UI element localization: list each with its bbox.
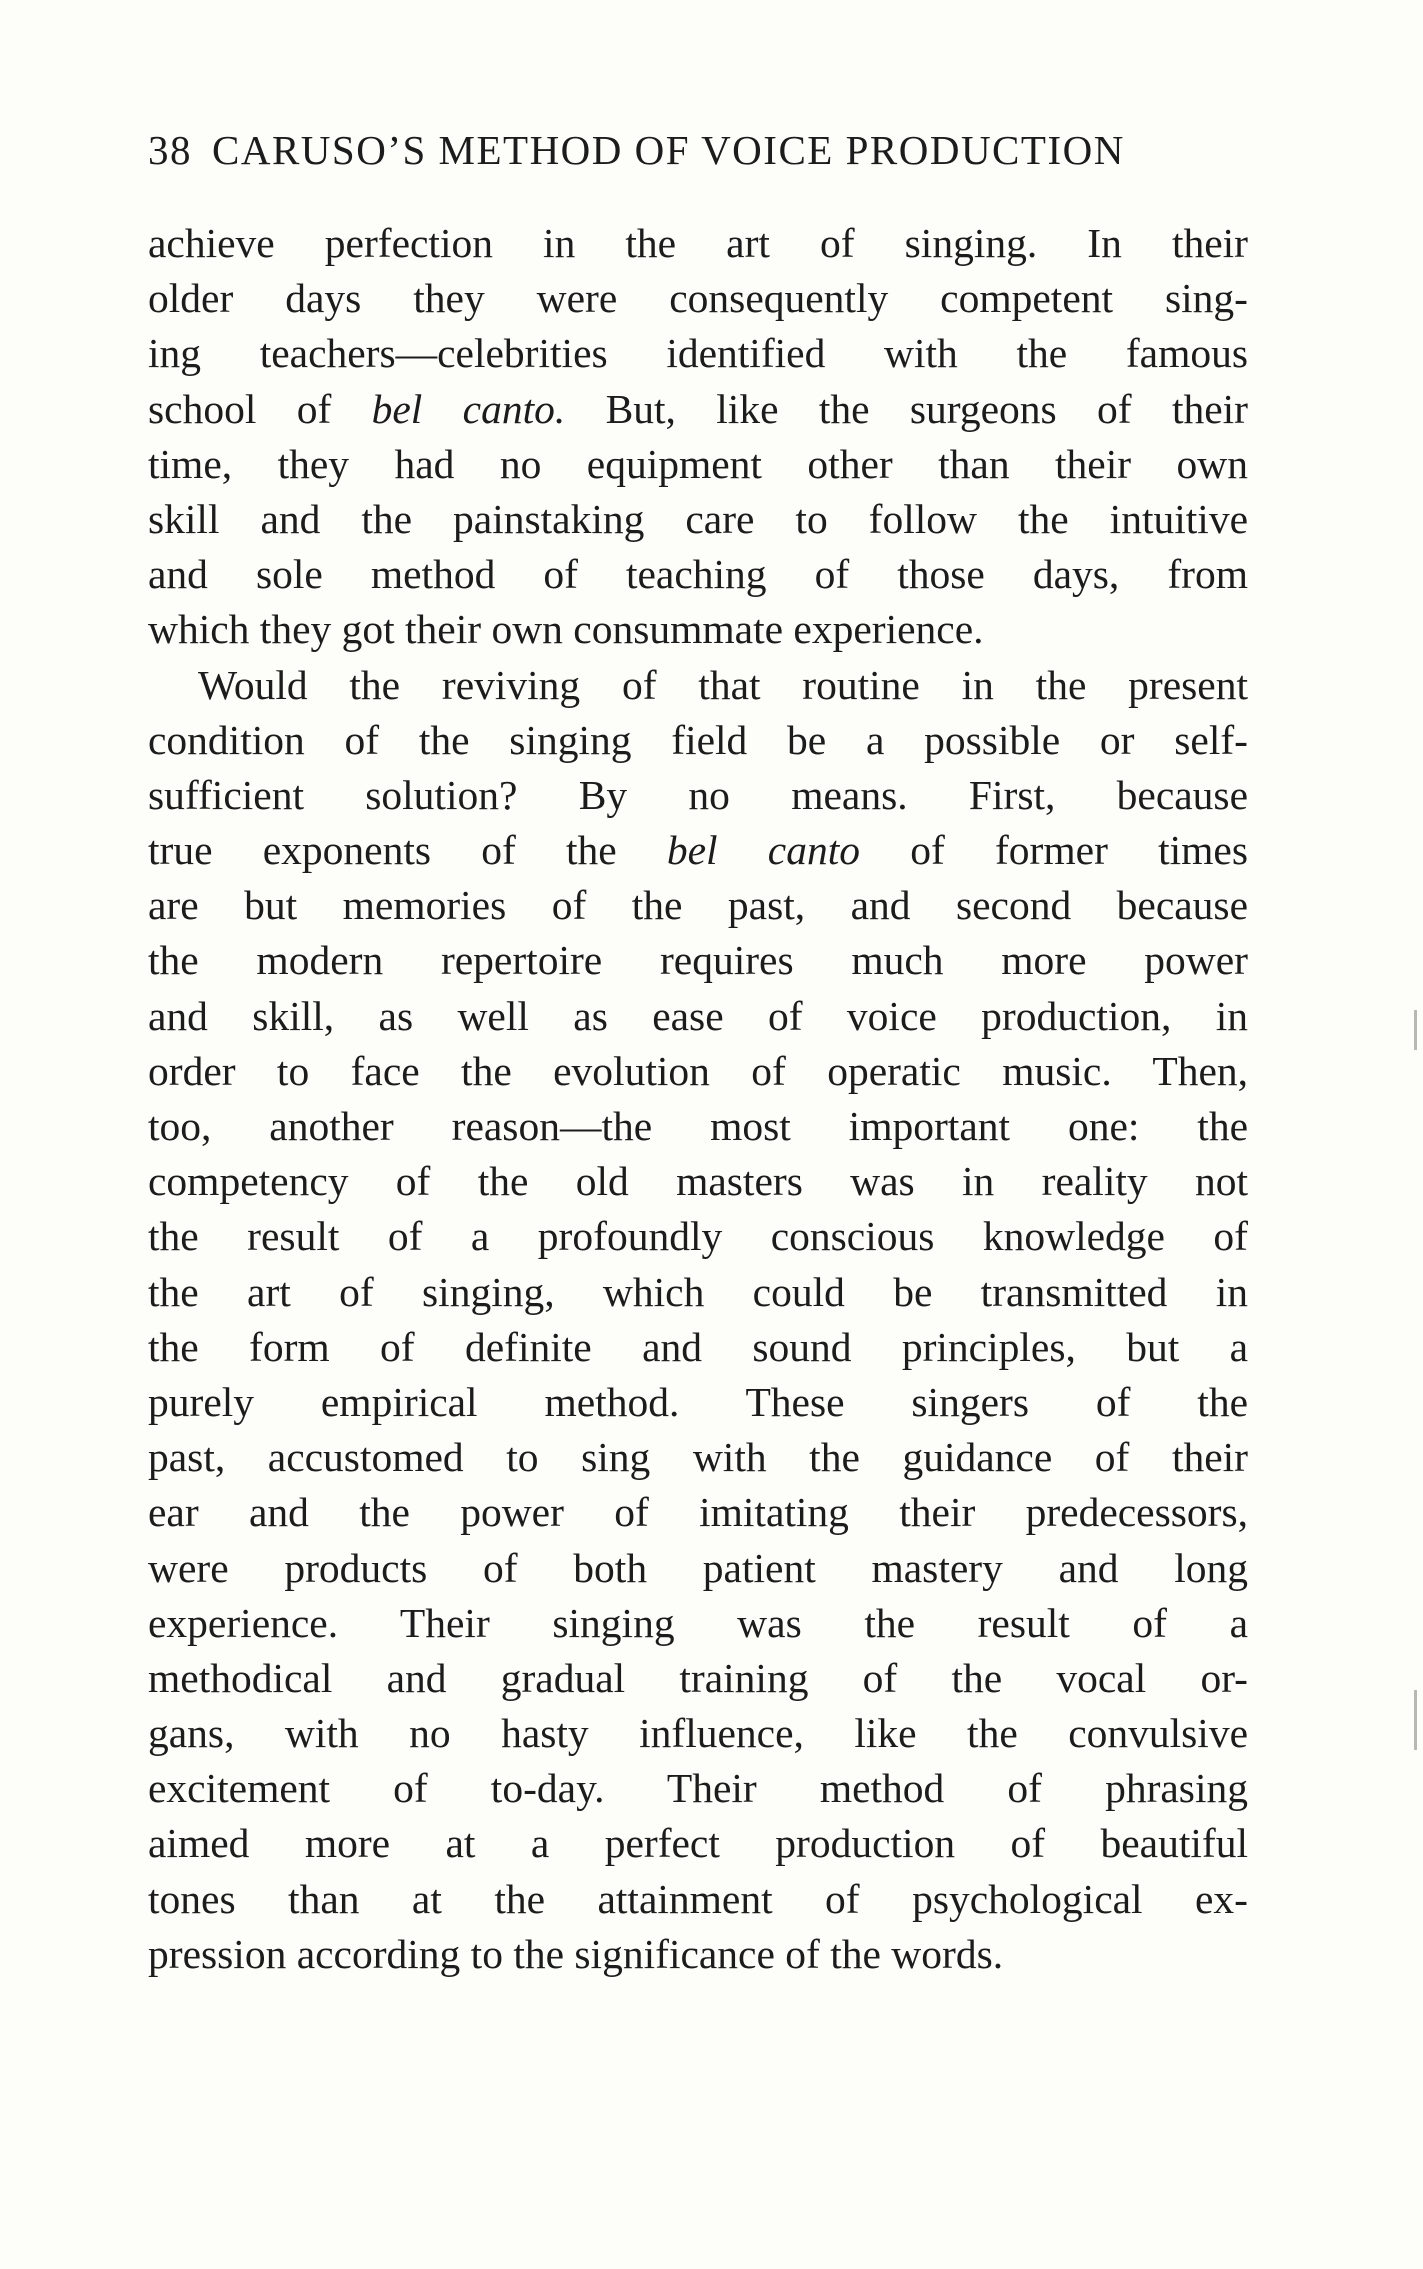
- text-line: [148, 1872, 1248, 1927]
- text-segment: and sole method of teaching of those days, from: [148, 551, 1248, 598]
- page-number: 38: [148, 127, 192, 173]
- text-segment: skill and the painstaking care to follow the intuitive: [148, 495, 1248, 542]
- text-segment: aimed more at a perfect production of beautiful: [148, 1820, 1248, 1867]
- text-line: [148, 823, 1248, 878]
- page-edge-mark: [1414, 1010, 1417, 1050]
- text-segment: too, another reason—the most important one: the: [148, 1103, 1248, 1149]
- text-line: [148, 1209, 1248, 1264]
- text-segment: of former times: [860, 827, 1249, 874]
- text-segment: older days they were consequently competent sing-: [148, 275, 1248, 322]
- text-line: [148, 492, 1248, 547]
- text-segment: purely empirical method. These singers of the: [148, 1378, 1248, 1425]
- text-segment: methodical and gradual training of the vocal or-: [148, 1654, 1248, 1701]
- text-segment: condition of the singing field be a possible or self-: [148, 716, 1248, 763]
- text-line: [148, 713, 1248, 768]
- text-segment: gans, with no hasty influence, like the convulsive: [148, 1710, 1248, 1757]
- text-line: [148, 1927, 1248, 1982]
- text-line: [148, 658, 1248, 713]
- text-segment: time, they had no equipment other than their own: [148, 440, 1248, 487]
- text-segment: But, like the surgeons of their: [565, 385, 1248, 432]
- italic-term: bel canto: [666, 827, 860, 874]
- text-line: [148, 1651, 1248, 1706]
- text-segment: true exponents of the: [148, 827, 667, 874]
- text-line: [148, 216, 1248, 271]
- text-line: [148, 1816, 1248, 1871]
- text-line: [148, 1044, 1248, 1099]
- text-line: [148, 933, 1248, 988]
- text-line: [148, 768, 1248, 823]
- text-segment: past, accustomed to sing with the guidance of their: [148, 1434, 1248, 1481]
- body-text: [148, 216, 1248, 1982]
- text-segment: pression according to the significance of the words.: [148, 1930, 1004, 1977]
- text-line: [148, 437, 1248, 492]
- running-head: [148, 125, 1228, 175]
- text-line: [148, 989, 1248, 1044]
- text-segment: ing teachers—celebrities identified with the famous: [148, 330, 1248, 377]
- text-line: [148, 1596, 1248, 1651]
- text-segment: are but memories of the past, and second because: [148, 882, 1248, 929]
- text-line: [148, 1706, 1248, 1761]
- text-line: [148, 326, 1248, 381]
- text-segment: tones than at the attainment of psychological ex-: [148, 1875, 1248, 1922]
- text-line: [148, 1265, 1248, 1320]
- text-line: [148, 1320, 1248, 1375]
- text-segment: achieve perfection in the art of singing. In their: [148, 220, 1248, 266]
- text-line: [148, 1430, 1248, 1485]
- text-line: [148, 271, 1248, 326]
- running-head-title: CARUSO’S METHOD OF VOICE PRODUCTION: [212, 127, 1125, 173]
- text-segment: excitement of to-day. Their method of phrasing: [148, 1765, 1248, 1812]
- text-line: [148, 547, 1248, 602]
- text-line: [148, 878, 1248, 933]
- text-line: [148, 602, 1248, 657]
- text-segment: and skill, as well as ease of voice production, in: [148, 992, 1248, 1039]
- text-segment: Would the reviving of that routine in the present: [198, 661, 1248, 708]
- text-segment: experience. Their singing was the result of a: [148, 1599, 1248, 1646]
- text-segment: school of: [148, 385, 372, 432]
- text-line: [148, 1485, 1248, 1540]
- page-edge-mark: [1414, 1690, 1417, 1750]
- text-segment: were products of both patient mastery and long: [148, 1544, 1248, 1591]
- text-segment: competency of the old masters was in reality not: [148, 1158, 1248, 1205]
- text-line: [148, 1154, 1248, 1209]
- text-segment: sufficient solution? By no means. First, because: [148, 771, 1248, 818]
- text-segment: the result of a profoundly conscious knowledge of: [148, 1213, 1248, 1260]
- text-line: [148, 1099, 1248, 1154]
- text-segment: the form of definite and sound principles, but a: [148, 1323, 1248, 1370]
- text-line: [148, 1541, 1248, 1596]
- text-segment: ear and the power of imitating their predecessors,: [148, 1489, 1248, 1536]
- text-line: [148, 1375, 1248, 1430]
- text-segment: order to face the evolution of operatic music. Then,: [148, 1047, 1248, 1094]
- text-line: [148, 382, 1248, 437]
- text-line: [148, 1761, 1248, 1816]
- text-segment: the art of singing, which could be transmitted in: [148, 1268, 1248, 1315]
- italic-term: bel canto.: [371, 385, 566, 432]
- text-segment: the modern repertoire requires much more power: [148, 937, 1248, 984]
- text-segment: which they got their own consummate experience.: [148, 606, 984, 653]
